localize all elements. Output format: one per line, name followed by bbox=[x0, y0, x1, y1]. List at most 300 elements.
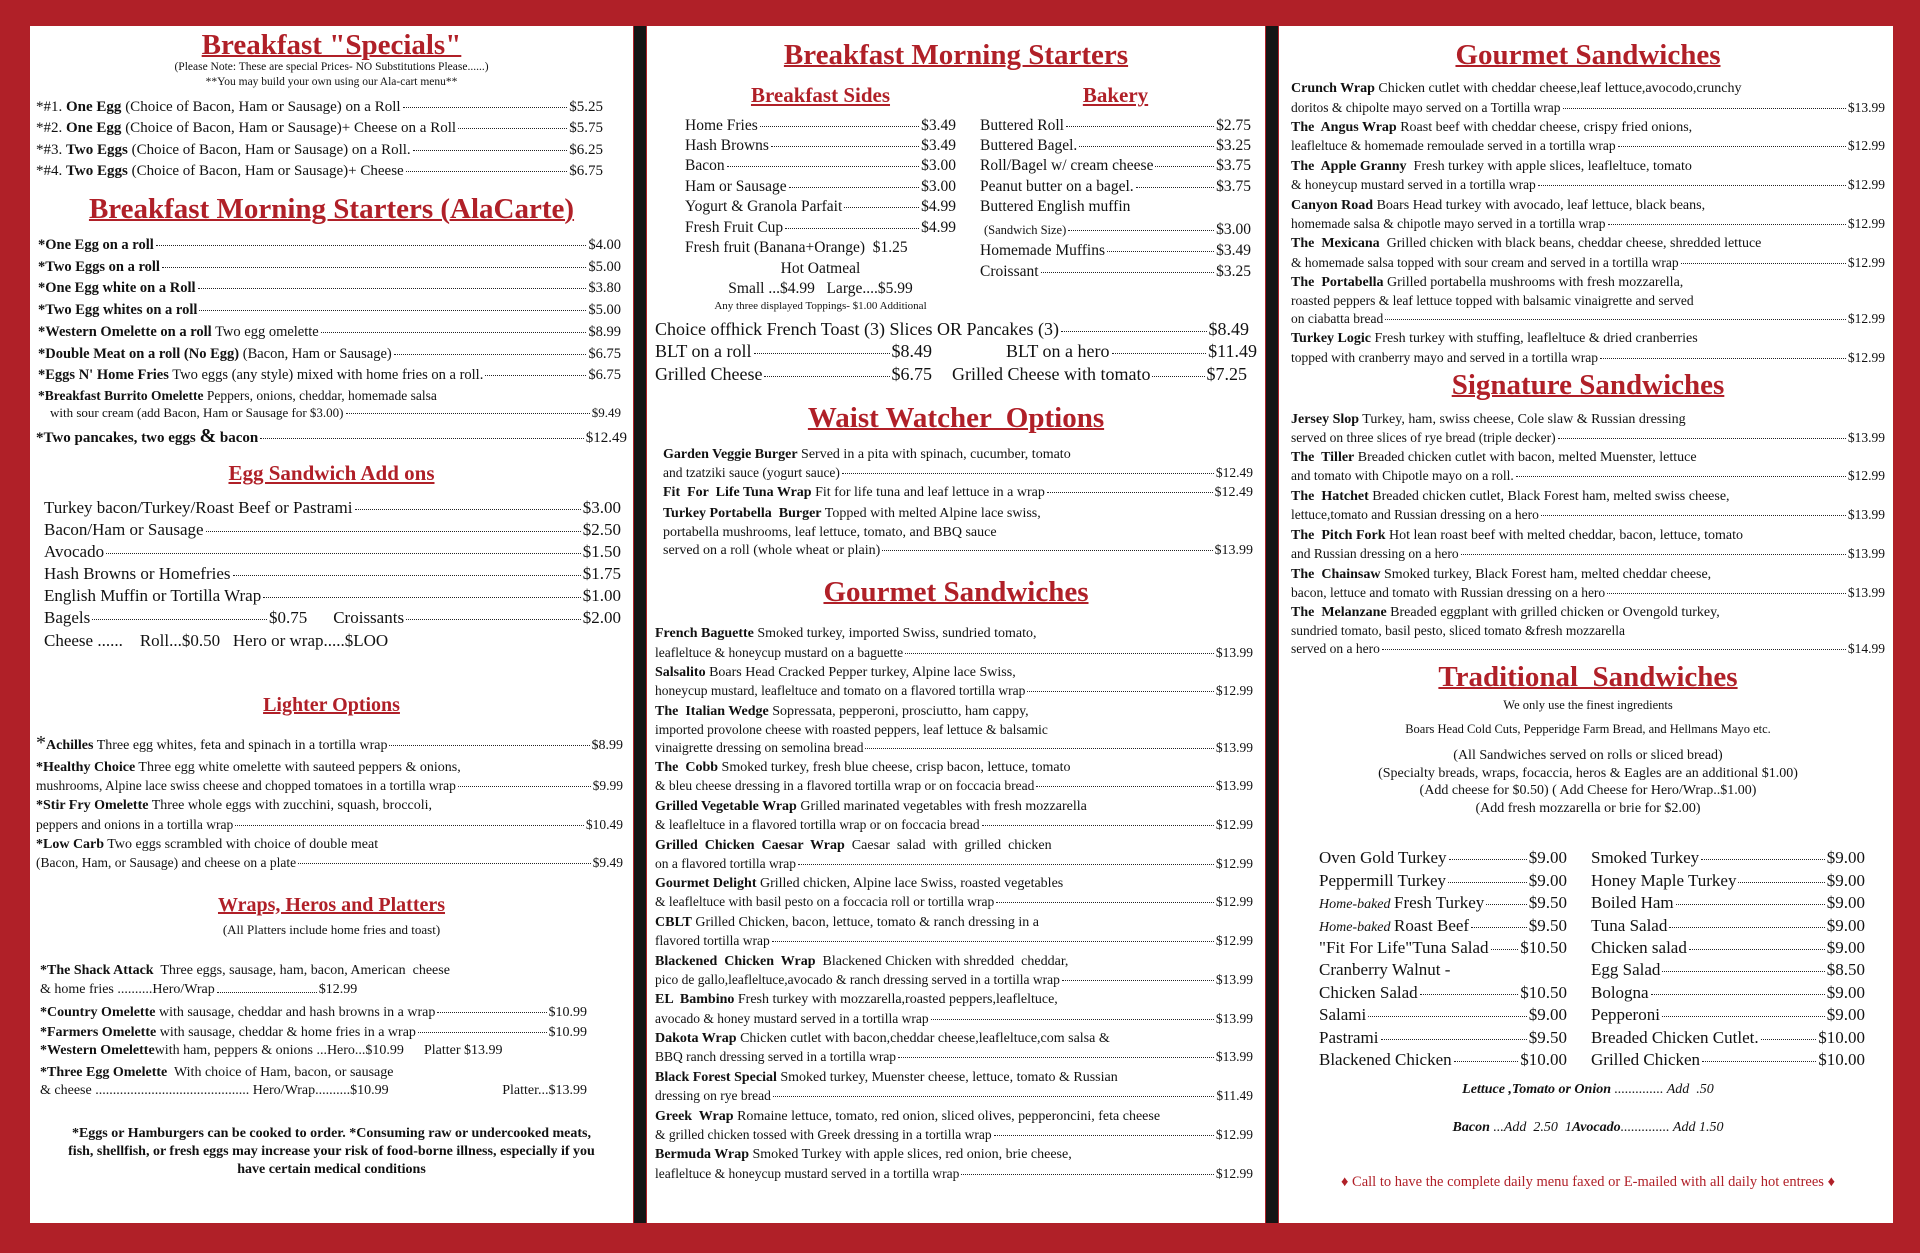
item-price: $13.99 bbox=[1847, 584, 1885, 600]
dot-leader bbox=[1136, 187, 1214, 188]
item-desc: Three whole eggs with zucchini, squash, broccoli, bbox=[148, 798, 433, 814]
item-desc: honeycup mustard, leafleltuce and tomato on a flavored tortilla wrap bbox=[655, 683, 1026, 699]
item-name: The Melanzane bbox=[1291, 605, 1387, 621]
menu-item bbox=[1319, 892, 1567, 914]
item-line bbox=[36, 97, 401, 118]
item-price: $3.25 bbox=[1216, 136, 1251, 154]
item-price: $12.99 bbox=[1847, 177, 1885, 193]
item-name: Avocado bbox=[44, 542, 105, 562]
dot-leader bbox=[1382, 649, 1846, 650]
dot-leader bbox=[298, 863, 590, 864]
dot-leader bbox=[1618, 146, 1846, 147]
item-line bbox=[1319, 1004, 1366, 1026]
item-price: $12.99 bbox=[1215, 855, 1253, 871]
item-desc: dressing on rye bread bbox=[655, 1088, 771, 1104]
dot-leader bbox=[1454, 1061, 1519, 1062]
menu-item-line bbox=[1291, 411, 1885, 429]
item-name: Crunch Wrap bbox=[1291, 81, 1375, 97]
item-desc: Three egg white omelette with sauteed peppers & onions, bbox=[135, 759, 461, 775]
item-desc: Smoked Turkey with apple slices, red onion, brie cheese, bbox=[749, 1147, 1072, 1163]
item-desc: (Choice of Bacon, Ham or Sausage)+ Cheese on a Roll bbox=[121, 120, 457, 137]
item-desc: with sausage, cheddar & home fries in a wrap bbox=[156, 1024, 416, 1040]
menu-item-line bbox=[655, 991, 1253, 1009]
menu-item-line bbox=[1291, 99, 1885, 117]
menu-item bbox=[1291, 1082, 1885, 1098]
menu-item-line bbox=[655, 1069, 1253, 1087]
item-name: The Pitch Fork bbox=[1291, 527, 1386, 543]
menu-item-line bbox=[1291, 584, 1885, 602]
dot-leader bbox=[394, 354, 587, 355]
menu-item-line bbox=[655, 625, 1253, 643]
item-name: The Portabella bbox=[1291, 275, 1384, 291]
item-name: Blackened Chicken Wrap bbox=[655, 953, 816, 969]
menu-item bbox=[38, 344, 621, 366]
item-desc: and Russian dressing on a hero bbox=[1291, 545, 1459, 561]
dot-leader bbox=[1761, 1039, 1817, 1040]
item-name: bacon bbox=[216, 429, 259, 446]
menu-item: Small ...$4.99 Large....$5.99 bbox=[728, 280, 913, 298]
cheese-line: Cheese ...... Roll...$0.50 Hero or wrap.....$LOO bbox=[44, 630, 389, 650]
item-desc: leafleltuce & honeycup mustard served in a tortilla wrap bbox=[655, 1165, 960, 1181]
menu-item-line bbox=[655, 759, 1253, 777]
item-name: Yogurt & Granola Parfait bbox=[685, 198, 843, 216]
menu-item bbox=[655, 798, 1253, 834]
dot-leader bbox=[1538, 185, 1846, 186]
menu-item bbox=[655, 625, 1253, 661]
item-price: $1.50 bbox=[582, 542, 621, 562]
item-desc: Roast beef with cheddar cheese, crispy fried onions, bbox=[1396, 120, 1693, 136]
item-line bbox=[38, 235, 154, 257]
item-line bbox=[38, 257, 160, 279]
dot-leader bbox=[773, 1096, 1215, 1097]
dot-leader bbox=[1651, 994, 1825, 995]
menu-item bbox=[1291, 119, 1885, 155]
item-desc: on ciabatta bread bbox=[1291, 310, 1384, 326]
menu-item bbox=[1291, 411, 1885, 447]
item-price: $4.00 bbox=[588, 236, 621, 253]
item-price: $5.25 bbox=[569, 99, 603, 116]
item-desc: vinaigrette dressing on semolina bread bbox=[655, 739, 864, 755]
menu-item-line bbox=[1291, 604, 1885, 622]
item-name: *Breakfast Burrito Omelette bbox=[38, 388, 204, 404]
item-name: One Egg bbox=[66, 120, 122, 137]
menu-item bbox=[685, 197, 956, 217]
item-name: Egg Salad bbox=[1591, 960, 1661, 980]
dot-leader bbox=[1608, 224, 1846, 225]
item-desc: Grilled portabella mushrooms with fresh mozzarella, bbox=[1383, 275, 1684, 291]
item-price: $9.00 bbox=[1826, 1005, 1865, 1025]
menu-item bbox=[1291, 330, 1885, 366]
item-desc: (Choice of Bacon, Ham or Sausage) on a Roll. bbox=[127, 141, 411, 158]
item-name: Fresh Turkey bbox=[1394, 893, 1485, 913]
item-desc: (Bacon, Ham, or Sausage) and cheese on a plate bbox=[36, 855, 297, 871]
dot-leader bbox=[771, 146, 919, 147]
item-name: *One Egg on a roll bbox=[38, 236, 154, 253]
item-price: $6.75 bbox=[891, 363, 932, 384]
menu-item bbox=[36, 140, 603, 161]
item-desc: peppers and onions in a tortilla wrap bbox=[36, 816, 234, 832]
item-name: Choice offhick French Toast (3) Slices OR Pancakes (3) bbox=[655, 318, 1059, 339]
menu-item bbox=[1291, 80, 1885, 116]
item-line bbox=[40, 1003, 435, 1023]
menu-item-line bbox=[655, 739, 1253, 757]
menu-item-line bbox=[1291, 429, 1885, 447]
item-desc: Caesar salad with grilled chicken bbox=[844, 837, 1052, 853]
item-line bbox=[36, 730, 387, 756]
item-name: (Sandwich Size) bbox=[984, 222, 1067, 237]
dot-leader bbox=[1047, 492, 1213, 493]
menu-item-line bbox=[655, 953, 1253, 971]
menu-item-line bbox=[36, 797, 623, 815]
item-price: $12.99 bbox=[1215, 1126, 1253, 1142]
menu-item bbox=[36, 161, 603, 182]
item-price: $11.49 bbox=[1208, 341, 1257, 362]
wraps-note: (All Platters include home fries and toast) bbox=[222, 921, 441, 937]
item-price: $10.50 bbox=[1520, 938, 1567, 958]
item-price: $10.49 bbox=[585, 816, 623, 832]
item-desc: Boars Head Cracked Pepper turkey, Alpine lace Swiss, bbox=[705, 665, 1016, 681]
item-desc: & grilled chicken tossed with Greek dressing in a tortilla wrap bbox=[655, 1126, 992, 1142]
item-price: $8.49 bbox=[891, 341, 932, 362]
item-desc: served on a roll (whole wheat or plain) bbox=[663, 543, 881, 559]
item-price: Platter $13.99 bbox=[423, 1043, 503, 1059]
item-name: Breaded Chicken Cutlet. bbox=[1591, 1027, 1759, 1047]
menu-item bbox=[36, 730, 623, 756]
item-price: $6.75 bbox=[569, 163, 603, 180]
menu-item bbox=[655, 664, 1253, 700]
dot-leader bbox=[1079, 146, 1214, 147]
item-desc: Peppers, onions, cheddar, homemade salsa bbox=[203, 388, 437, 404]
menu-item-line bbox=[36, 759, 623, 777]
item-price: $3.49 bbox=[921, 136, 956, 154]
item-line bbox=[1319, 959, 1450, 981]
item-line bbox=[40, 1023, 416, 1043]
dot-leader bbox=[485, 375, 586, 376]
menu-item bbox=[932, 340, 1257, 363]
menu-item bbox=[1319, 847, 1567, 869]
menu-item bbox=[1591, 982, 1865, 1004]
item-price: $6.25 bbox=[569, 141, 603, 158]
item-desc: Two egg omelette bbox=[211, 323, 319, 340]
menu-item bbox=[38, 300, 621, 322]
dot-leader bbox=[1600, 358, 1846, 359]
item-desc: Two eggs (any style) mixed with home fries on a roll. bbox=[168, 367, 484, 384]
menu-item bbox=[655, 363, 932, 386]
menu-item-line bbox=[1291, 566, 1885, 584]
item-price: $3.25 bbox=[1216, 262, 1251, 280]
item-name: *Two Egg whites on a roll bbox=[38, 302, 198, 319]
item-name: Home Fries bbox=[685, 116, 758, 134]
item-name: Roast Beef bbox=[1394, 915, 1470, 935]
dot-leader bbox=[355, 509, 581, 510]
menu-item bbox=[1319, 915, 1567, 937]
dot-leader bbox=[1041, 272, 1215, 273]
menu-panel-right bbox=[1279, 26, 1893, 1223]
item-name: Garden Veggie Burger bbox=[663, 446, 798, 462]
item-desc: Breaded eggplant with grilled chicken or Ovengold turkey, bbox=[1386, 605, 1720, 621]
menu-item-line bbox=[655, 1048, 1253, 1066]
menu-item-line bbox=[36, 405, 627, 421]
item-price: $9.00 bbox=[1826, 848, 1865, 868]
item-price: $1.75 bbox=[582, 564, 621, 584]
dot-leader bbox=[1607, 593, 1846, 594]
item-desc: & homemade salsa topped with sour cream and served in a tortilla wrap bbox=[1291, 254, 1679, 270]
dot-leader bbox=[760, 126, 919, 127]
menu-item bbox=[1291, 197, 1885, 233]
item-desc: Fresh turkey with mozzarella,roasted peppers,leafleltuce, bbox=[734, 992, 1058, 1008]
menu-item bbox=[40, 1064, 587, 1082]
item-desc: lettuce,tomato and Russian dressing on a hero bbox=[1291, 507, 1539, 523]
item-name: *One Egg white on a Roll bbox=[38, 280, 196, 297]
item-desc: Fresh turkey with stuffing, leafleltuce & dried cranberries bbox=[1371, 331, 1698, 347]
menu-item-line bbox=[655, 664, 1253, 682]
menu-item-line bbox=[663, 446, 1253, 464]
item-name: Bacon/Ham or Sausage bbox=[44, 520, 204, 540]
menu-panel-middle bbox=[647, 26, 1265, 1223]
item-price: $3.49 bbox=[921, 116, 956, 134]
item-name: Grilled Chicken bbox=[1591, 1050, 1701, 1070]
menu-item-line bbox=[1291, 254, 1885, 272]
menu-item bbox=[40, 1003, 587, 1023]
menu-item-line bbox=[1291, 310, 1885, 328]
item-desc: served on three slices of rye bread (triple decker) bbox=[1291, 429, 1556, 445]
menu-item bbox=[1291, 274, 1885, 327]
item-desc: (Choice of Bacon, Ham or Sausage)+ Cheese bbox=[127, 163, 404, 180]
item-desc: doritos & chipolte mayo served on a Tortilla wrap bbox=[1291, 99, 1561, 115]
item-name: Smoked Turkey bbox=[1591, 848, 1700, 868]
dot-leader bbox=[106, 553, 581, 554]
item-desc: Smoked turkey, Muenster cheese, lettuce, tomato & Russian bbox=[776, 1069, 1118, 1085]
dot-leader bbox=[1676, 904, 1825, 905]
dot-leader bbox=[905, 653, 1214, 654]
item-desc: bacon, lettuce and tomato with Russian dressing on a hero bbox=[1291, 584, 1606, 600]
item-desc: Smoked turkey, fresh blue cheese, crisp bacon, lettuce, tomato bbox=[718, 760, 1071, 776]
item-desc: Three egg whites, feta and spinach in a tortilla wrap bbox=[93, 737, 388, 753]
dot-leader bbox=[1368, 1016, 1527, 1017]
item-name: *Western Omelette on a roll bbox=[38, 323, 212, 340]
menu-item-line bbox=[655, 1126, 1253, 1144]
menu-item bbox=[1291, 527, 1885, 563]
item-name: Buttered Bagel. bbox=[980, 136, 1078, 154]
menu-item-line bbox=[1291, 274, 1885, 292]
item-name: *Healthy Choice bbox=[36, 759, 136, 775]
item-name: Chicken salad bbox=[1591, 937, 1687, 957]
menu-item bbox=[44, 541, 621, 563]
item-desc: Romaine lettuce, tomato, red onion, sliced olives, pepperoncini, feta cheese bbox=[733, 1108, 1161, 1124]
item-name: Greek Wrap bbox=[655, 1108, 734, 1124]
item-price: $12.49 bbox=[1215, 464, 1253, 480]
menu-item-line bbox=[663, 464, 1253, 482]
item-name: French Baguette bbox=[655, 626, 754, 642]
item-name: Bagels bbox=[44, 608, 91, 628]
item-line bbox=[38, 365, 483, 387]
item-price: $8.50 bbox=[1826, 960, 1865, 980]
item-name: Cranberry Walnut - bbox=[1319, 960, 1451, 980]
dot-leader bbox=[1449, 859, 1527, 860]
item-desc: Fit for life tuna and leaf lettuce in a wrap bbox=[811, 485, 1045, 501]
menu-item-line bbox=[655, 914, 1253, 932]
item-desc: Turkey, ham, swiss cheese, Cole slaw & Russian dressing bbox=[1359, 411, 1686, 427]
item-number: *#2. bbox=[36, 120, 66, 137]
item-desc: with sausage, cheddar and hash browns in a wrap bbox=[155, 1005, 436, 1021]
dot-leader bbox=[961, 1174, 1213, 1175]
item-line bbox=[663, 484, 1045, 502]
item-name: The Mexicana bbox=[1291, 236, 1380, 252]
item-name: Turkey bacon/Turkey/Roast Beef or Pastrami bbox=[44, 497, 353, 517]
menu-item bbox=[36, 836, 623, 872]
menu-item bbox=[44, 585, 621, 607]
item-price: $3.75 bbox=[1216, 157, 1251, 175]
menu-item bbox=[36, 759, 623, 795]
dot-leader bbox=[1381, 1039, 1527, 1040]
item-desc: Sopressata, pepperoni, prosciutto, ham cappy, bbox=[768, 703, 1029, 719]
item-name: Pastrami bbox=[1319, 1027, 1379, 1047]
item-prefix: Home-baked bbox=[1319, 897, 1395, 913]
traditional-note: (Add fresh mozzarella or brie for $2.00) bbox=[1475, 800, 1701, 816]
item-price: $12.99 bbox=[1215, 894, 1253, 910]
item-name: The Apple Granny bbox=[1291, 158, 1407, 174]
item-price: $3.00 bbox=[1216, 220, 1251, 238]
item-name: BLT on a roll bbox=[655, 341, 752, 362]
dot-leader bbox=[458, 128, 567, 129]
dot-leader bbox=[1738, 882, 1824, 883]
menu-item-line bbox=[1291, 449, 1885, 467]
specials-note: (Please Note: These are special Prices- NO Substitutions Please......) bbox=[174, 61, 489, 74]
item-name: Croissant bbox=[980, 262, 1039, 280]
item-price: $12.99 bbox=[1847, 310, 1885, 326]
menu-item-line bbox=[655, 1030, 1253, 1048]
menu-item bbox=[655, 1030, 1253, 1066]
item-price: $8.99 bbox=[591, 737, 623, 753]
menu-item bbox=[1319, 937, 1567, 959]
menu-item bbox=[655, 759, 1253, 795]
menu-item bbox=[36, 607, 627, 629]
item-price: $13.99 bbox=[1215, 778, 1253, 794]
item-name: BLT on a hero bbox=[1006, 341, 1110, 362]
item-line bbox=[1319, 1027, 1379, 1049]
item-name: Peanut butter on a bagel. bbox=[980, 177, 1134, 195]
item-name: Bermuda Wrap bbox=[655, 1147, 749, 1163]
dot-leader bbox=[321, 332, 587, 333]
menu-item-line bbox=[655, 932, 1253, 950]
item-desc: homemade salsa & chipotle mayo served in a tortilla wrap bbox=[1291, 215, 1606, 231]
item-desc: imported provolone cheese with roasted peppers, leaf lettuce & balsamic bbox=[655, 721, 1048, 737]
item-name: Turkey Logic bbox=[1291, 331, 1371, 347]
item-desc: and tomato with Chipotle mayo on a roll. bbox=[1291, 468, 1514, 484]
item-desc: with sour cream (add Bacon, Ham or Sausage for $3.00) bbox=[50, 404, 344, 420]
item-price: $12.99 bbox=[1847, 349, 1885, 365]
item-price: $12.49 bbox=[1214, 485, 1253, 501]
menu-item: Buttered English muffin bbox=[980, 198, 1131, 216]
item-name: *Three Egg Omelette bbox=[40, 1064, 168, 1080]
menu-item bbox=[655, 340, 932, 363]
lighter-title: Lighter Options bbox=[263, 693, 400, 716]
item-price: $3.49 bbox=[1216, 242, 1251, 260]
dot-leader bbox=[1420, 994, 1519, 995]
item-desc: & cheese ............................................ Hero/Wrap..........$10.99 bbox=[40, 1083, 389, 1099]
item-name: *Two pancakes, two eggs bbox=[36, 429, 200, 446]
item-price: $5.75 bbox=[569, 120, 603, 137]
item-number: *#3. bbox=[36, 141, 66, 158]
menu-item-line bbox=[655, 644, 1253, 662]
menu-item bbox=[1291, 604, 1885, 657]
menu-item bbox=[685, 177, 956, 197]
menu-item-line bbox=[655, 893, 1253, 911]
menu-item-line bbox=[655, 1010, 1253, 1028]
menu-item-line bbox=[1291, 527, 1885, 545]
item-price: $9.00 bbox=[1528, 1005, 1567, 1025]
item-price: $9.00 bbox=[1528, 848, 1567, 868]
menu-item-line bbox=[1291, 158, 1885, 176]
menu-item-line bbox=[36, 836, 623, 854]
menu-item bbox=[1319, 982, 1567, 1004]
menu-item bbox=[1291, 1120, 1885, 1136]
menu-item-line bbox=[36, 854, 623, 872]
item-name: Fit For Life Tuna Wrap bbox=[663, 485, 812, 501]
item-price: $12.99 bbox=[1847, 254, 1885, 270]
dot-leader bbox=[1461, 554, 1846, 555]
signature-title: Signature Sandwiches bbox=[1451, 369, 1725, 402]
item-price: $13.99 bbox=[1847, 99, 1885, 115]
dot-leader bbox=[898, 1057, 1214, 1058]
item-price: $13.99 bbox=[1215, 644, 1253, 660]
item-desc: Hot lean roast beef with melted cheddar, bacon, lettuce, tomato bbox=[1385, 527, 1743, 543]
item-price: $13.99 bbox=[1847, 429, 1885, 445]
star-mark: * bbox=[36, 731, 46, 754]
menu-item bbox=[663, 446, 1253, 482]
dot-leader bbox=[403, 107, 568, 108]
menu-item bbox=[40, 962, 587, 980]
menu-item bbox=[980, 116, 1251, 136]
menu-item-line bbox=[1291, 137, 1885, 155]
item-name: EL Bambino bbox=[655, 992, 735, 1008]
item-price: $9.00 bbox=[1826, 982, 1865, 1002]
menu-item-line bbox=[663, 484, 1253, 502]
item-line bbox=[1319, 1049, 1452, 1071]
dot-leader bbox=[1681, 263, 1846, 264]
specials-title: Breakfast "Specials" bbox=[201, 29, 462, 61]
health-warning: *Eggs or Hamburgers can be cooked to order. *Consuming raw or undercooked meats, fish, shellfish, or fresh eggs may increase your risk of food-borne illness, especially if you have certain medical conditions bbox=[68, 1125, 595, 1177]
item-name: Black Forest Special bbox=[655, 1069, 777, 1085]
item-name: Turkey Portabella Burger bbox=[663, 506, 822, 522]
dot-leader bbox=[772, 941, 1214, 942]
dot-leader bbox=[727, 166, 920, 167]
menu-item bbox=[932, 363, 1257, 386]
menu-item bbox=[685, 156, 956, 176]
item-price: $9.00 bbox=[1826, 893, 1865, 913]
menu-item-line bbox=[1291, 506, 1885, 524]
menu-item bbox=[980, 218, 1251, 241]
item-desc: mushrooms, Alpine lace swiss cheese and chopped tomatoes in a tortilla wrap bbox=[36, 777, 456, 793]
dot-leader bbox=[1662, 971, 1824, 972]
item-desc: Chicken cutlet with bacon,cheddar cheese,leafleltuce,com salsa & bbox=[736, 1031, 1110, 1047]
gourmet-title: Gourmet Sandwiches bbox=[823, 575, 1089, 608]
item-name: Fresh Fruit Cup bbox=[685, 218, 784, 236]
item-price: $9.00 bbox=[1826, 937, 1865, 957]
menu-item bbox=[40, 1023, 587, 1043]
menu-item bbox=[36, 425, 627, 448]
item-desc: pico de gallo,leafleltuce,avocado & ranch dressing served in a tortilla wrap bbox=[655, 971, 1060, 987]
dot-leader bbox=[931, 1019, 1214, 1020]
menu-item-line bbox=[655, 1108, 1253, 1126]
menu-item-line bbox=[40, 1082, 587, 1100]
menu-item: Fresh fruit (Banana+Orange) $1.25 bbox=[685, 239, 908, 257]
traditional-note: (Add cheese for $0.50) ( Add Cheese for Hero/Wrap..$1.00) bbox=[1419, 783, 1757, 799]
item-name: Tuna Salad bbox=[1591, 915, 1668, 935]
menu-item: Hot Oatmeal bbox=[780, 259, 861, 277]
dot-leader bbox=[413, 150, 568, 151]
item-price: $12.99 bbox=[1215, 683, 1253, 699]
